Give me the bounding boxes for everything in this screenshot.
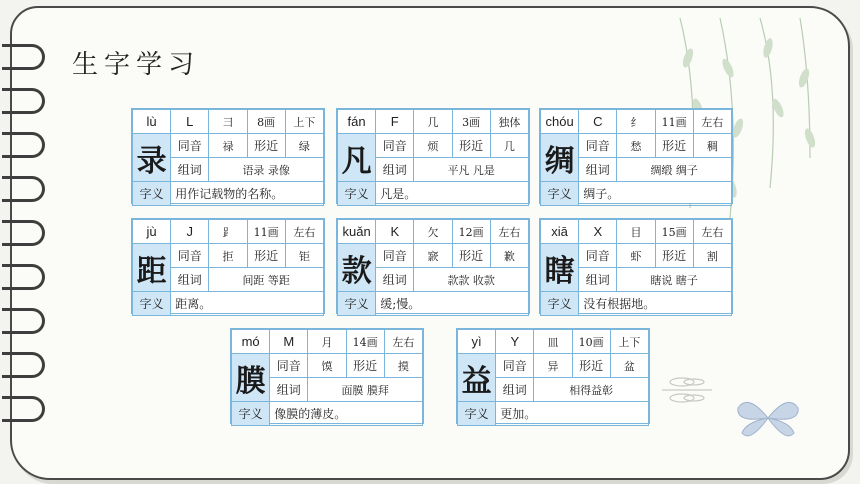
binder-ring [2, 220, 45, 246]
example-words: 间距 等距 [209, 268, 324, 292]
similar-character: 稠 [693, 134, 731, 158]
words-label: 组词 [376, 268, 414, 292]
homophone: 异 [534, 354, 572, 378]
meaning: 像膜的薄皮。 [270, 402, 423, 426]
meaning-label: 字义 [338, 292, 376, 316]
radical: 皿 [534, 330, 572, 354]
stroke-count: 15画 [655, 220, 693, 244]
structure: 左右 [693, 110, 731, 134]
homophone: 禄 [209, 134, 247, 158]
pinyin: lù [133, 110, 171, 134]
meaning-label: 字义 [133, 182, 171, 206]
meaning-label: 字义 [541, 182, 579, 206]
similar-character: 几 [490, 134, 528, 158]
binder-ring [2, 352, 45, 378]
main-character: 凡 [338, 134, 376, 182]
character-card [131, 108, 325, 204]
main-character: 瞎 [541, 244, 579, 292]
similar-character: 割 [693, 244, 731, 268]
example-words: 款款 收款 [414, 268, 529, 292]
stroke-count: 12画 [452, 220, 490, 244]
binder-ring [2, 44, 45, 70]
homophone-label: 同音 [376, 244, 414, 268]
homophone: 拒 [209, 244, 247, 268]
binder-ring [2, 264, 45, 290]
page-title: 生字学习 [72, 50, 201, 80]
homophone: 虾 [617, 244, 655, 268]
initial-letter: J [171, 220, 209, 244]
homophone: 窾 [414, 244, 452, 268]
initial-letter: L [171, 110, 209, 134]
homophone-label: 同音 [171, 134, 209, 158]
initial-letter: K [376, 220, 414, 244]
structure: 左右 [693, 220, 731, 244]
radical: 欠 [414, 220, 452, 244]
similar-label: 形近 [655, 134, 693, 158]
homophone: 愁 [617, 134, 655, 158]
pinyin: fán [338, 110, 376, 134]
character-card [539, 108, 733, 204]
example-words: 瞎说 瞎子 [617, 268, 732, 292]
stroke-count: 14画 [346, 330, 384, 354]
words-label: 组词 [496, 378, 534, 402]
meaning-label: 字义 [133, 292, 171, 316]
main-character: 膜 [232, 354, 270, 402]
similar-character: 绿 [285, 134, 323, 158]
character-card [336, 218, 530, 314]
main-character: 距 [133, 244, 171, 292]
similar-label: 形近 [655, 244, 693, 268]
similar-label: 形近 [247, 244, 285, 268]
meaning: 绸子。 [579, 182, 732, 206]
radical: 纟 [617, 110, 655, 134]
main-character: 录 [133, 134, 171, 182]
structure: 左右 [285, 220, 323, 244]
meaning-label: 字义 [458, 402, 496, 426]
main-character: 绸 [541, 134, 579, 182]
structure: 上下 [610, 330, 648, 354]
example-words: 平凡 凡是 [414, 158, 529, 182]
character-card [539, 218, 733, 314]
words-label: 组词 [171, 158, 209, 182]
structure: 左右 [490, 220, 528, 244]
pinyin: mó [232, 330, 270, 354]
example-words: 绸缎 绸子 [617, 158, 732, 182]
homophone-label: 同音 [376, 134, 414, 158]
example-words: 面膜 膜拜 [308, 378, 423, 402]
similar-character: 摸 [384, 354, 422, 378]
words-label: 组词 [270, 378, 308, 402]
stroke-count: 3画 [452, 110, 490, 134]
similar-label: 形近 [452, 244, 490, 268]
homophone-label: 同音 [496, 354, 534, 378]
structure: 左右 [384, 330, 422, 354]
stroke-count: 8画 [247, 110, 285, 134]
pinyin: xiā [541, 220, 579, 244]
homophone-label: 同音 [171, 244, 209, 268]
pinyin: chóu [541, 110, 579, 134]
initial-letter: F [376, 110, 414, 134]
similar-label: 形近 [247, 134, 285, 158]
meaning-label: 字义 [338, 182, 376, 206]
similar-label: 形近 [346, 354, 384, 378]
similar-character: 钜 [285, 244, 323, 268]
initial-letter: C [579, 110, 617, 134]
meaning: 没有根据地。 [579, 292, 732, 316]
meaning: 用作记载物的名称。 [171, 182, 324, 206]
words-label: 组词 [376, 158, 414, 182]
binder-ring [2, 308, 45, 334]
similar-label: 形近 [572, 354, 610, 378]
pinyin: jù [133, 220, 171, 244]
initial-letter: M [270, 330, 308, 354]
character-card [456, 328, 650, 424]
binder-ring [2, 132, 45, 158]
stroke-count: 11画 [247, 220, 285, 244]
binder-ring [2, 176, 45, 202]
example-words: 语录 录像 [209, 158, 324, 182]
character-card [230, 328, 424, 424]
radical: 目 [617, 220, 655, 244]
homophone: 馍 [308, 354, 346, 378]
structure: 独体 [490, 110, 528, 134]
words-label: 组词 [171, 268, 209, 292]
main-character: 益 [458, 354, 496, 402]
pinyin: yì [458, 330, 496, 354]
initial-letter: Y [496, 330, 534, 354]
similar-character: 歉 [490, 244, 528, 268]
binder-ring [2, 396, 45, 422]
meaning-label: 字义 [232, 402, 270, 426]
meaning: 凡是。 [376, 182, 529, 206]
homophone-label: 同音 [579, 134, 617, 158]
meaning-label: 字义 [541, 292, 579, 316]
binder-ring [2, 88, 45, 114]
homophone: 烦 [414, 134, 452, 158]
radical: ⻊ [209, 220, 247, 244]
pinyin: kuǎn [338, 220, 376, 244]
butterfly-decoration [728, 388, 808, 448]
similar-character: 盆 [610, 354, 648, 378]
radical: 几 [414, 110, 452, 134]
meaning: 距离。 [171, 292, 324, 316]
words-label: 组词 [579, 158, 617, 182]
initial-letter: X [579, 220, 617, 244]
stroke-count: 11画 [655, 110, 693, 134]
example-words: 相得益彰 [534, 378, 649, 402]
meaning: 更加。 [496, 402, 649, 426]
structure: 上下 [285, 110, 323, 134]
meaning: 缓;慢。 [376, 292, 529, 316]
dragonfly-decoration [652, 370, 722, 410]
radical: 月 [308, 330, 346, 354]
character-card [336, 108, 530, 204]
homophone-label: 同音 [579, 244, 617, 268]
radical: 彐 [209, 110, 247, 134]
words-label: 组词 [579, 268, 617, 292]
similar-label: 形近 [452, 134, 490, 158]
stroke-count: 10画 [572, 330, 610, 354]
homophone-label: 同音 [270, 354, 308, 378]
main-character: 款 [338, 244, 376, 292]
character-card [131, 218, 325, 314]
